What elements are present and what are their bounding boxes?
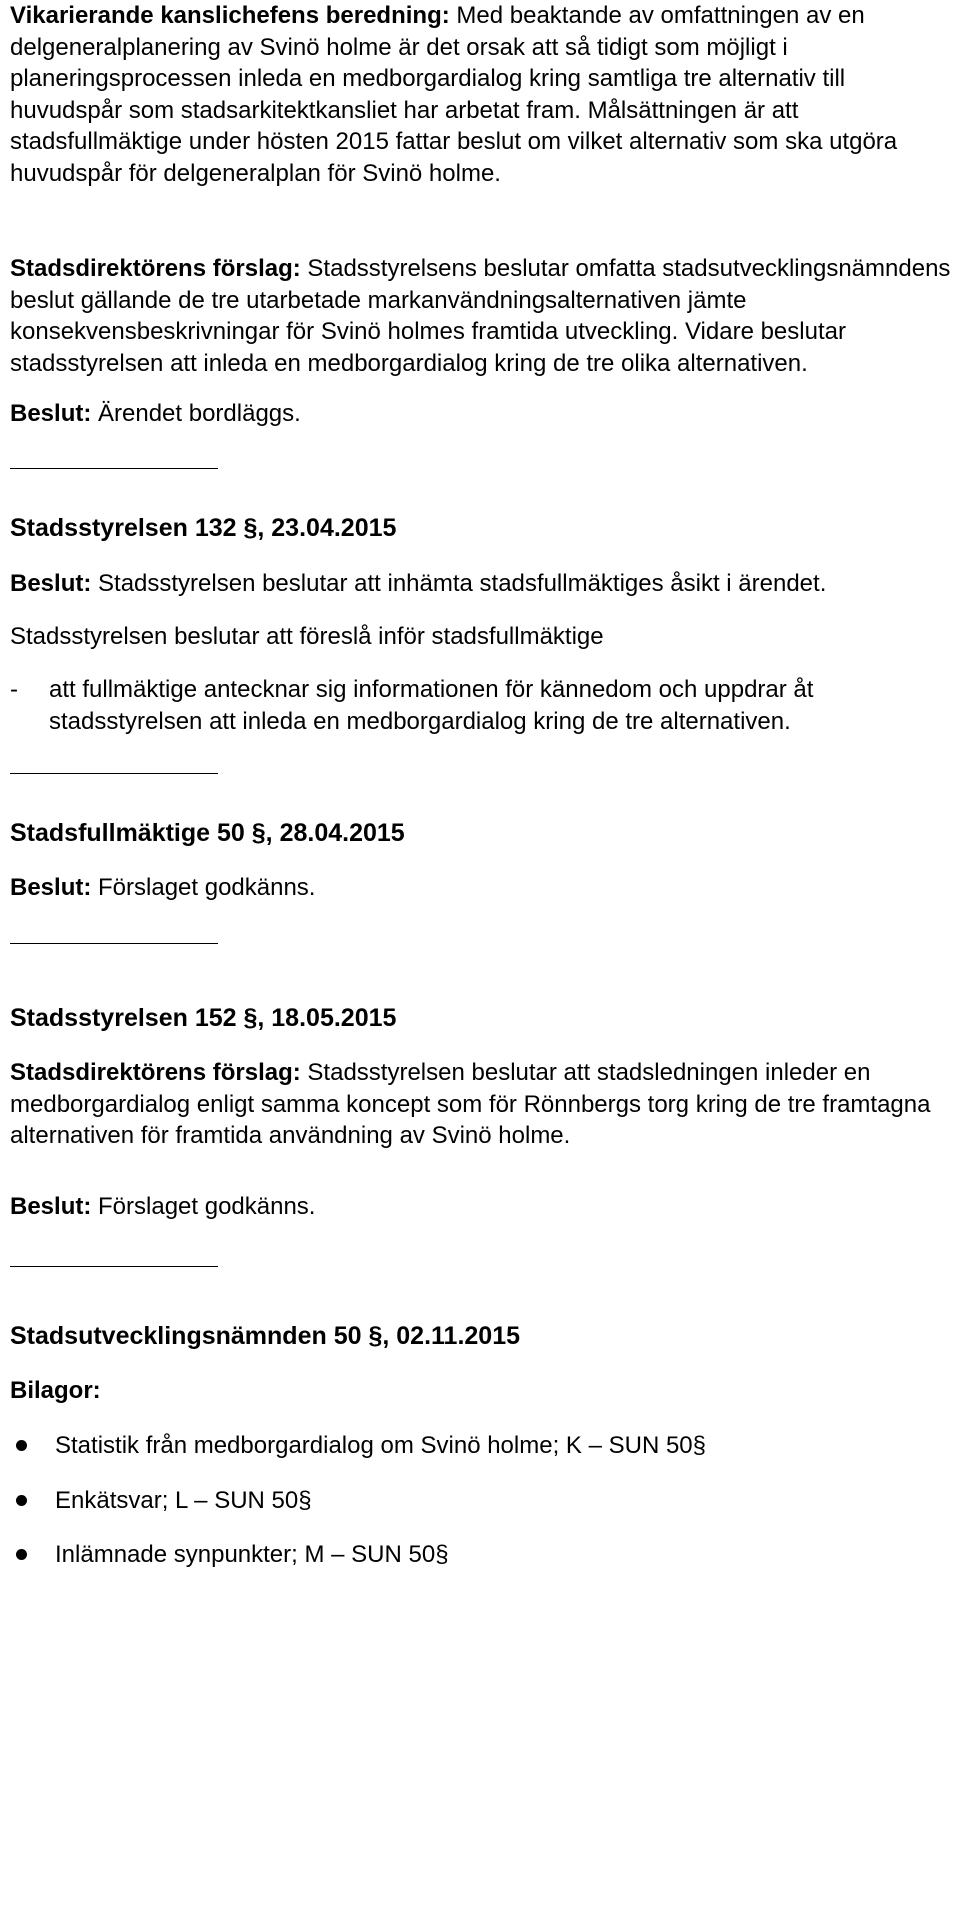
label-beslut: Beslut: <box>10 1193 92 1220</box>
paragraph-beslut-sf50 <box>10 872 955 904</box>
section-divider <box>10 468 218 469</box>
paragraph-sign-icon: § <box>368 1322 383 1350</box>
attachment-item <box>10 1430 955 1462</box>
bullet-icon <box>16 1440 27 1451</box>
paragraph-beslut-132 <box>10 568 955 600</box>
heading-body: Stadsstyrelsen 132 <box>10 514 237 542</box>
attachment-text: Enkätsvar; L – SUN 50 <box>55 1486 299 1514</box>
text-beslut: Förslaget godkänns. <box>91 874 316 901</box>
section-divider <box>10 773 218 774</box>
text-forslag: Stadsstyrelsens beslutar omfatta stadsutvecklingsnämndens beslut gällande de tre utarbetade markanvändningsalternativen jämte konsekvensbeskrivningar för Svinö holmes framtida utveckling. Vidare beslutar stadsstyrelsen att inleda en medborgardialog kring de tre olika alternativen. <box>10 255 951 377</box>
text-beredning: Med beaktande av omfattningen av en delgeneralplanering av Svinö holme är det orsak att så tidigt som möjligt i planeringsprocessen inleda en medborgardialog kring samtliga tre alternativ till huvudspår som stadsarkitektkansliet har arbetat fram. Målsättningen är att stadsfullmäktige under hösten 2015 fattar beslut om vilket alternativ som ska utgöra huvudspår för delgeneralplan för Svinö holme. <box>10 2 898 187</box>
attachment-item <box>10 1539 955 1571</box>
label-beslut: Beslut: <box>10 874 92 901</box>
label-forslag: Stadsdirektörens förslag: <box>10 255 301 282</box>
label-beredning: Vikarierande kanslichefens beredning: <box>10 2 450 29</box>
paragraph-beslut-bordlaggs <box>10 398 955 430</box>
paragraph-sign-icon: § <box>243 514 258 542</box>
paragraph-sign-icon: § <box>243 1004 258 1032</box>
section-heading-stadsstyrelsen-152 <box>10 1003 955 1035</box>
text-beslut: Förslaget godkänns. <box>91 1193 316 1220</box>
list-item-text: att fullmäktige antecknar sig informationen för kännedom och uppdrar åt stadsstyrelsen att inleda en medborgardialog kring de tre alternativen. <box>49 676 814 735</box>
attachment-text: Statistik från medborgardialog om Svinö holme; K – SUN 50 <box>55 1432 693 1459</box>
section-divider <box>10 1266 218 1267</box>
heading-body: Stadsutvecklingsnämnden 50 <box>10 1322 362 1350</box>
paragraph-stadsdirektor-forslag <box>10 253 955 379</box>
heading-date: , 18.05.2015 <box>257 1004 397 1032</box>
paragraph-intro-132: Stadsstyrelsen beslutar att föreslå inför stadsfullmäktige <box>10 623 604 650</box>
text-beslut: Stadsstyrelsen beslutar att inhämta stadsfullmäktiges åsikt i ärendet. <box>91 570 827 597</box>
label-beslut: Beslut: <box>10 570 92 597</box>
dash-marker: - <box>10 676 18 703</box>
paragraph-sign-icon: § <box>251 819 266 847</box>
paragraph-forslag-152 <box>10 1057 955 1152</box>
heading-body: Stadsfullmäktige 50 <box>10 819 245 847</box>
paragraph-beslut-152 <box>10 1191 955 1223</box>
label-beslut: Beslut: <box>10 400 92 427</box>
bullet-icon <box>16 1549 27 1560</box>
attachments-label: Bilagor: <box>10 1377 101 1404</box>
list-item-dash <box>10 674 955 737</box>
attachment-text: Inlämnade synpunkter; M – SUN 50 <box>55 1541 436 1568</box>
text-forslag: Stadsstyrelsen beslutar att stadsledningen inleder en medborgardialog enligt samma koncept som för Rönnbergs torg kring de tre framtagna alternativen för framtida användning av Svinö holme. <box>10 1059 931 1149</box>
section-heading-stadsstyrelsen-132 <box>10 513 955 545</box>
heading-date: , 23.04.2015 <box>257 514 397 542</box>
text-beslut: Ärendet bordläggs. <box>91 400 301 427</box>
section-divider <box>10 943 218 944</box>
section-heading-stadsutvecklingsnamnden-50 <box>10 1321 955 1353</box>
heading-date: , 02.11.2015 <box>382 1322 521 1350</box>
paragraph-kanslichef-beredning <box>10 0 955 189</box>
attachment-item <box>10 1485 955 1517</box>
heading-date: , 28.04.2015 <box>265 819 405 847</box>
paragraph-sign-icon: § <box>435 1541 449 1568</box>
attachments-list <box>10 1430 955 1571</box>
paragraph-sign-icon: § <box>298 1486 312 1514</box>
heading-body: Stadsstyrelsen 152 <box>10 1004 237 1032</box>
section-heading-stadsfullmaktige-50 <box>10 818 955 850</box>
label-forslag: Stadsdirektörens förslag: <box>10 1059 301 1086</box>
paragraph-sign-icon: § <box>692 1432 706 1459</box>
bullet-icon <box>16 1495 27 1506</box>
